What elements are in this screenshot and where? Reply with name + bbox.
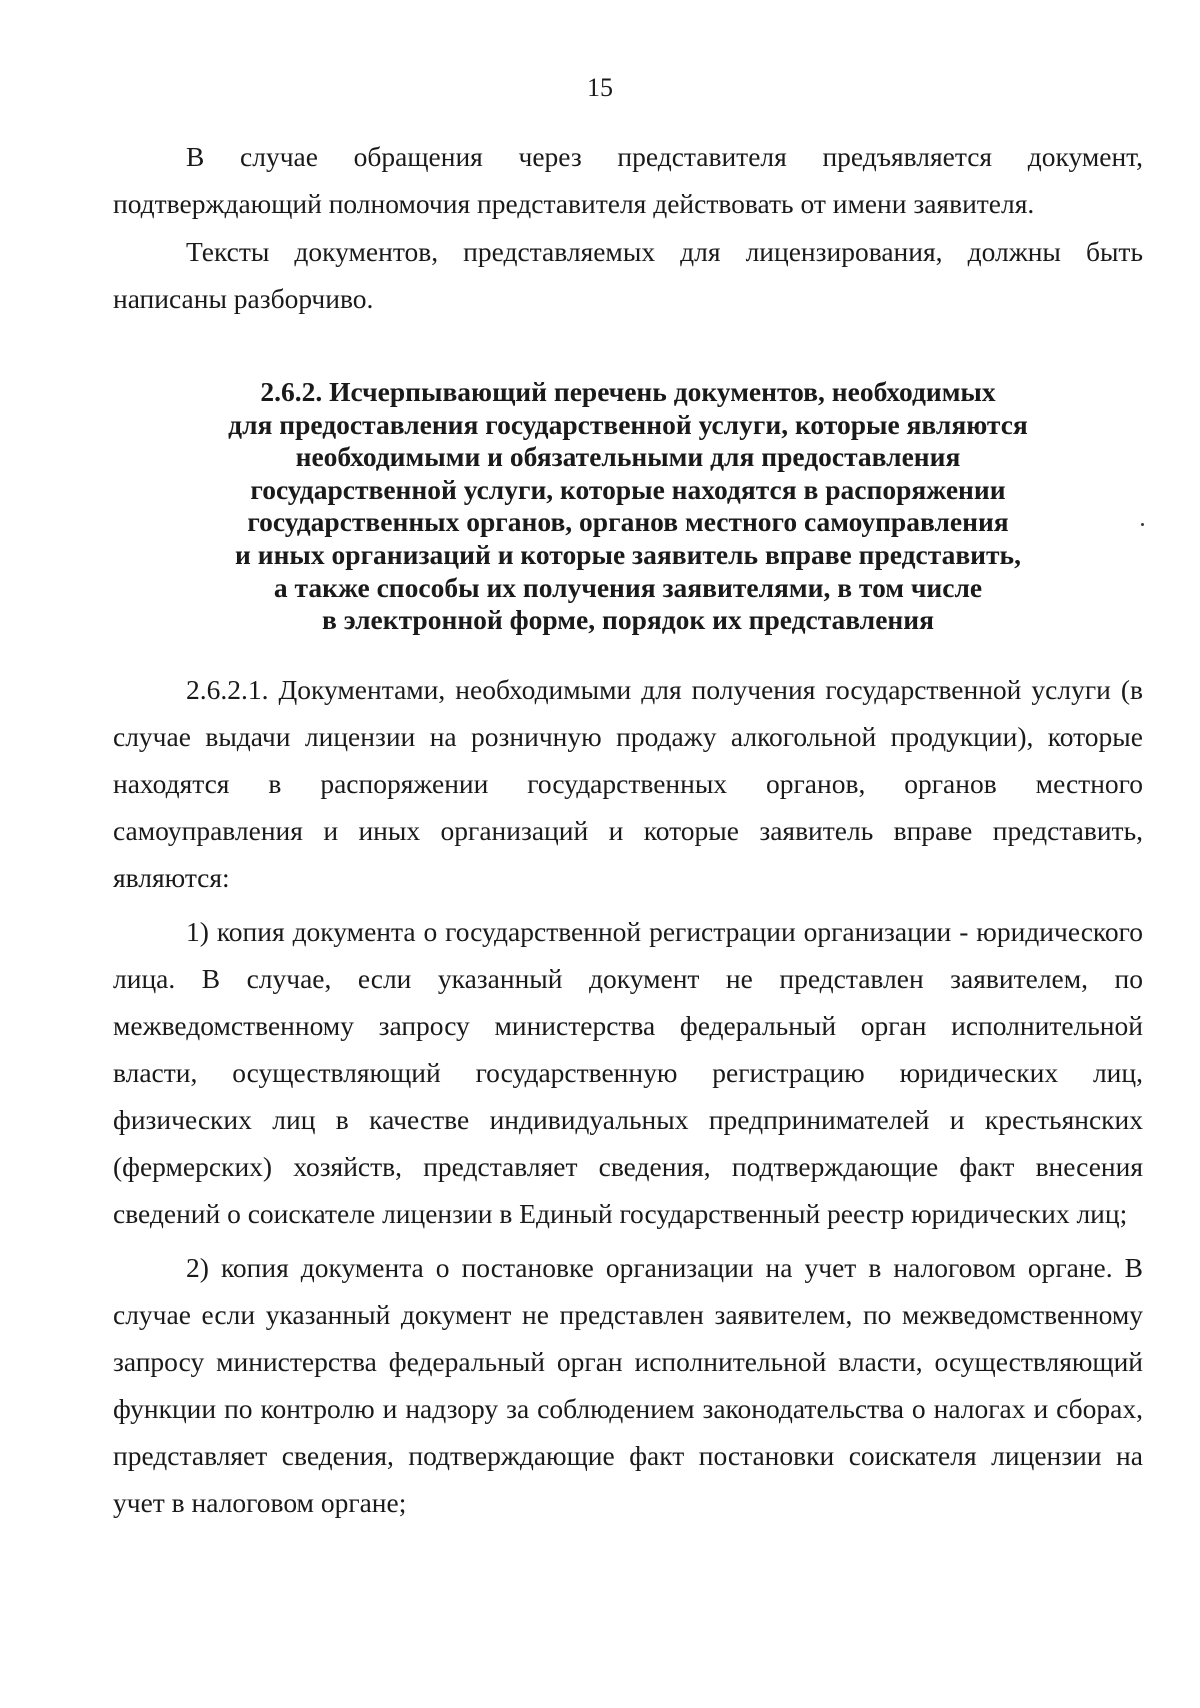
heading-line: необходимыми и обязательными для предоставления [295, 441, 961, 473]
page-number: 15 [587, 73, 613, 102]
paragraph-legibility: Тексты документов, представляемых для лицензирования, должны быть написаны разборчиво. [113, 236, 1143, 314]
heading-line: для предоставления государственной услуги, которые являются [228, 408, 1028, 440]
heading-line: 2.6.2. Исчерпывающий перечень документов, необходимых [260, 376, 996, 407]
heading-line: государственных органов, органов местного самоуправления [247, 506, 1009, 538]
paragraph-representative: В случае обращения через представителя предъявляется документ, подтверждающий полномочия представителя действовать от имени заявителя. [113, 141, 1143, 219]
list-item-2: 2) копия документа о постановке организации на учет в налоговом органе. В случае если указанный документ не представлен заявителем, по межведомственному запросу министерства федеральный орган исполнительной власти, осуществляющий функции по контролю и надзору за соблюдением законодательства о налогах и сборах, представляет сведения, подтверждающие факт постановки соискателя лицензии на учет в налоговом органе; [113, 1252, 1143, 1518]
heading-line: а также способы их получения заявителями, в том числе [273, 571, 983, 603]
heading-line: государственной услуги, которые находятся в распоряжении [250, 473, 1006, 505]
scan-speck [1141, 523, 1144, 526]
list-item-1: 1) копия документа о государственной регистрации организации - юридического лица. В случае, если указанный документ не представлен заявителем, по межведомственному запросу министерства федеральный орган исполнительной власти, осуществляющий государственную регистрацию юридических лиц, физических лиц в качестве индивидуальных предпринимателей и крестьянских (фермерских) хозяйств, представляет сведения, подтверждающие факт внесения сведений о соискателе лицензии в Единый государственный реестр юридических лиц; [113, 916, 1143, 1229]
paragraph-2-6-2-1: 2.6.2.1. Документами, необходимыми для получения государственной услуги (в случае выдачи лицензии на розничную продажу алкогольной продукции), которые находятся в распоряжении государственных органов, органов местного самоуправления и иных организаций и которые заявитель вправе представить, являются: [113, 674, 1143, 893]
heading-line: и иных организаций и которые заявитель вправе представить, [235, 538, 1021, 570]
section-heading [113, 376, 1143, 637]
heading-line: в электронной форме, порядок их представления [322, 604, 934, 636]
